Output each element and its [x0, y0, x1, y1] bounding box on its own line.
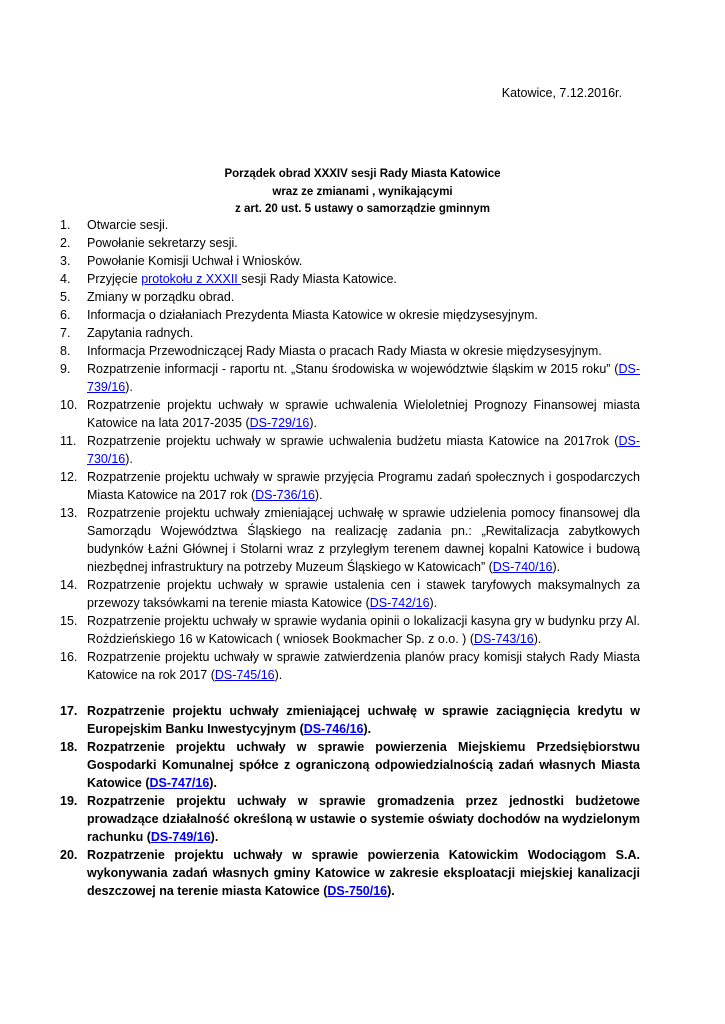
item-text-before: Rozpatrzenie projektu uchwały w sprawie powierzenia Katowickim Wodociągom S.A. wykonywania zadań własnych gminy Katowice w zakresie eksploatacji miejskiej kanalizacji deszczowej na terenie miasta Katowice (: [87, 848, 640, 898]
item-number: 6.: [60, 308, 71, 322]
item-number: 3.: [60, 254, 71, 268]
item-text-after: ).: [429, 596, 438, 610]
title-line-1: Porządek obrad XXXIV sesji Rady Miasta Katowice: [224, 168, 501, 180]
item-text-after: ).: [209, 776, 217, 790]
agenda-item-9: [60, 360, 640, 396]
item-text: [87, 270, 640, 288]
item-text: Informacja o działaniach Prezydenta Miasta Katowice w okresie międzysesyjnym.: [87, 308, 538, 322]
item-text-after: ).: [309, 416, 318, 430]
item-text: Powołanie Komisji Uchwał i Wniosków.: [87, 254, 303, 268]
item-number: 7.: [60, 326, 71, 340]
document-link[interactable]: DS-743/16: [473, 632, 534, 646]
item-text: [87, 396, 640, 432]
document-link[interactable]: DS-736/16: [255, 488, 315, 502]
item-text: [87, 360, 640, 396]
item-text-after: ).: [274, 668, 283, 682]
protocol-link[interactable]: protokołu z XXXII: [141, 272, 242, 286]
item-number: 1.: [60, 218, 71, 232]
agenda-item-10: [60, 396, 640, 432]
item-number: 18.: [60, 740, 78, 754]
item-number: 16.: [60, 650, 78, 664]
item-text: [87, 702, 640, 738]
item-number: 9.: [60, 362, 71, 376]
document-link[interactable]: DS-745/16: [214, 668, 275, 682]
agenda-item-1: [60, 216, 640, 234]
item-text-after: ).: [552, 560, 561, 574]
agenda-item-5: [60, 288, 640, 306]
agenda-title: [0, 166, 725, 219]
item-text: [87, 738, 640, 792]
agenda-item-17: [60, 702, 640, 738]
agenda-item-19: [60, 792, 640, 846]
item-text: [87, 792, 640, 846]
item-number: 13.: [60, 506, 78, 520]
agenda-item-14: [60, 576, 640, 612]
item-text-after: ).: [314, 488, 323, 502]
document-link[interactable]: DS-729/16: [249, 416, 310, 430]
document-link[interactable]: DS-747/16: [149, 776, 210, 790]
item-number: 2.: [60, 236, 71, 250]
item-text-before: Przyjęcie: [87, 272, 142, 286]
document-link[interactable]: DS-739/16: [87, 362, 640, 394]
item-text: Otwarcie sesji.: [87, 218, 169, 232]
item-text-before: Rozpatrzenie projektu uchwały zmieniającej uchwałę w sprawie zaciągnięcia kredytu w Europejskim Banku Inwestycyjnym (: [87, 704, 640, 736]
agenda-item-6: [60, 306, 640, 324]
item-number: 5.: [60, 290, 71, 304]
item-text-after: sesji Rady Miasta Katowice.: [241, 272, 397, 286]
agenda-item-3: [60, 252, 640, 270]
agenda-list: [60, 216, 640, 900]
document-link[interactable]: DS-742/16: [369, 596, 430, 610]
item-text-before: Rozpatrzenie projektu uchwały w sprawie gromadzenia przez jednostki budżetowe prowadzące działalność określoną w ustawie o systemie oświaty dochodów na wydzielonym rachunku (: [87, 794, 640, 844]
item-text-before: Rozpatrzenie projektu uchwały w sprawie przyjęcia Programu zadań społecznych i gospodarczych Miasta Katowice na 2017 rok (: [87, 470, 640, 502]
item-text: [87, 504, 640, 576]
agenda-item-4: [60, 270, 640, 288]
item-number: 10.: [60, 398, 78, 412]
item-number: 4.: [60, 272, 71, 286]
item-text-before: Rozpatrzenie informacji - raportu nt. „Stanu środowiska w województwie śląskim w 2015 roku” (: [87, 362, 619, 376]
item-text: [87, 432, 640, 468]
title-line-2: wraz ze zmianami , wynikającymi: [272, 185, 453, 198]
item-text-before: Rozpatrzenie projektu uchwały w sprawie uchwalenia budżetu miasta Katowice na 2017rok (: [87, 434, 619, 448]
item-text: [87, 846, 640, 900]
item-text: [87, 468, 640, 504]
document-link[interactable]: DS-746/16: [303, 722, 364, 736]
item-text-before: Rozpatrzenie projektu uchwały w sprawie ustalenia cen i stawek taryfowych maksymalnych za przewozy taksówkami na terenie miasta Katowice (: [87, 578, 640, 610]
item-text-after: ).: [125, 452, 133, 466]
item-number: 12.: [60, 470, 78, 484]
list-spacer: [60, 684, 640, 702]
item-text-after: ).: [210, 830, 219, 844]
item-text: Zmiany w porządku obrad.: [87, 290, 235, 304]
item-number: 8.: [60, 344, 71, 358]
document-date: Katowice, 7.12.2016r.: [501, 86, 622, 100]
item-text: Powołanie sekretarzy sesji.: [87, 236, 238, 250]
title-line-3: z art. 20 ust. 5 ustawy o samorządzie gminnym: [235, 203, 490, 215]
item-text-after: ).: [387, 884, 395, 898]
agenda-item-18: [60, 738, 640, 792]
document-link[interactable]: DS-750/16: [327, 884, 388, 898]
agenda-item-8: [60, 342, 640, 360]
item-number: 19.: [60, 794, 78, 808]
item-text-before: Rozpatrzenie projektu uchwały zmieniającej uchwałę w sprawie udzielenia pomocy finansowej dla Samorządu Województwa Śląskiego na realizację zadania pn.: „Rewitalizacja zabytkowych budynków Łaźni Głównej i Stolarni wraz z przyległym terenem dawnej kopalni Katowice i budową niezbędnej infrastruktury na potrzeby Muzeum Śląskiego w Katowicach” (: [87, 506, 640, 574]
document-link[interactable]: DS-740/16: [492, 560, 553, 574]
agenda-item-11: [60, 432, 640, 468]
item-number: 14.: [60, 578, 78, 592]
document-link[interactable]: DS-749/16: [150, 830, 211, 844]
item-text-before: Rozpatrzenie projektu uchwały w sprawie uchwalenia Wieloletniej Prognozy Finansowej miasta Katowice na lata 2017-2035 (: [87, 398, 640, 430]
item-text: Zapytania radnych.: [87, 326, 194, 340]
agenda-item-12: [60, 468, 640, 504]
item-number: 20.: [60, 848, 78, 862]
item-number: 11.: [60, 434, 77, 448]
agenda-item-13: [60, 504, 640, 576]
item-number: 17.: [60, 704, 78, 718]
item-text: Informacja Przewodniczącej Rady Miasta o pracach Rady Miasta w okresie międzysesyjnym.: [87, 344, 602, 358]
item-text-before: Rozpatrzenie projektu uchwały w sprawie zatwierdzenia planów pracy komisji stałych Rady Miasta Katowice na rok 2017 (: [87, 650, 640, 682]
agenda-item-15: [60, 612, 640, 648]
item-text: [87, 576, 640, 612]
item-number: 15.: [60, 614, 78, 628]
item-text-after: ).: [125, 380, 133, 394]
item-text-after: ).: [533, 632, 542, 646]
agenda-item-7: [60, 324, 640, 342]
item-text: [87, 612, 640, 648]
agenda-item-20: [60, 846, 640, 900]
item-text: [87, 648, 640, 684]
agenda-item-16: [60, 648, 640, 684]
item-text-after: ).: [363, 722, 372, 736]
document-link[interactable]: DS-730/16: [87, 434, 640, 466]
item-text-before: Rozpatrzenie projektu uchwały w sprawie wydania opinii o lokalizacji kasyna gry w budynku przy Al. Rożdzieńskiego 16 w Katowicach ( wniosek Bookmacher Sp. z o.o. ) (: [87, 614, 640, 646]
item-text-before: Rozpatrzenie projektu uchwały w sprawie powierzenia Miejskiemu Przedsiębiorstwu Gospodarki Komunalnej spółce z ograniczoną odpowiedzialnością zadań własnych Miasta Katowice (: [87, 740, 640, 790]
agenda-item-2: [60, 234, 640, 252]
